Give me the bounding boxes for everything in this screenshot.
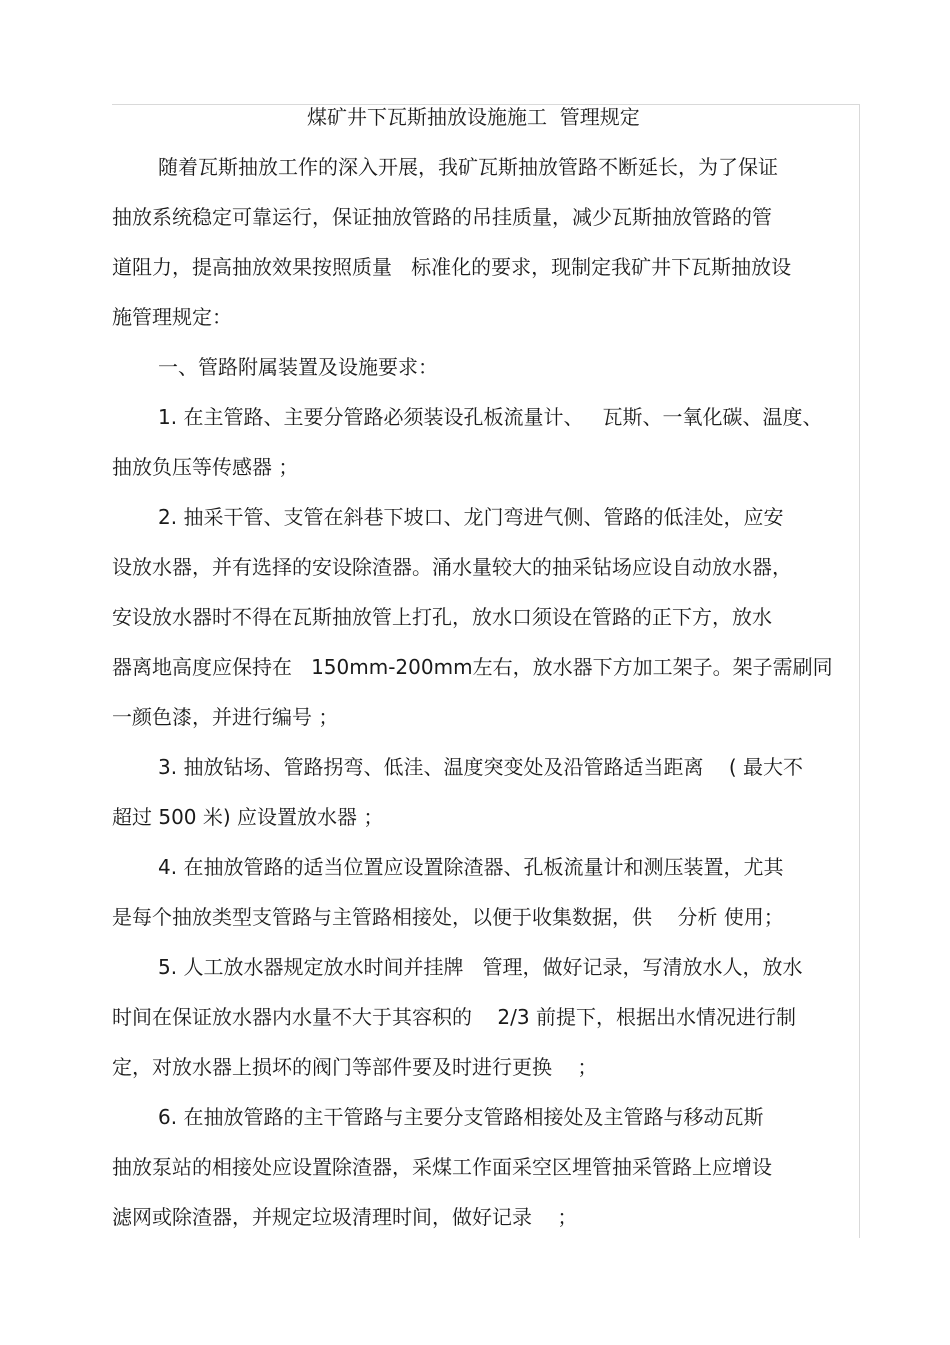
item-5-line-2: 时间在保证放水器内水量不大于其容积的 2/3 前提下，根据出水情况进行制	[112, 1005, 796, 1029]
item-2-line-4: 器离地高度应保持在 150mm-200mm左右，放水器下方加工架子。架子需刷同	[112, 655, 833, 679]
item-2-line-2: 设放水器，并有选择的安设除渣器。涌水量较大的抽采钻场应设自动放水器，	[112, 555, 792, 579]
item-2-line-3: 安设放水器时不得在瓦斯抽放管上打孔，放水口须设在管路的正下方，放水	[112, 605, 772, 629]
item-6-line-3: 滤网或除渣器，并规定垃圾清理时间，做好记录 ；	[112, 1205, 578, 1229]
item-5-line-3: 定，对放水器上损坏的阀门等部件要及时进行更换 ；	[112, 1055, 598, 1079]
paragraph-intro-line-4: 施管理规定：	[112, 305, 232, 329]
item-3-line-2: 超过 500 米) 应设置放水器 ；	[112, 805, 384, 829]
item-2-line-1: 2. 抽采干管、支管在斜巷下坡口、龙门弯进气侧、管路的低洼处，应安	[158, 505, 784, 529]
item-6-line-2: 抽放泵站的相接处应设置除渣器，采煤工作面采空区埋管抽采管路上应增设	[112, 1155, 772, 1179]
paragraph-intro-line-1: 随着瓦斯抽放工作的深入开展，我矿瓦斯抽放管路不断延长，为了保证	[158, 155, 778, 179]
page-frame-right-rule	[859, 104, 860, 1238]
item-5-line-1: 5. 人工放水器规定放水时间并挂牌 管理，做好记录，写清放水人，放水	[158, 955, 803, 979]
item-4-line-1: 4. 在抽放管路的适当位置应设置除渣器、孔板流量计和测压装置，尤其	[158, 855, 784, 879]
item-1-line-2: 抽放负压等传感器 ；	[112, 455, 299, 479]
item-4-line-2: 是每个抽放类型支管路与主管路相接处，以便于收集数据，供 分析 使用；	[112, 905, 784, 929]
paragraph-intro-line-2: 抽放系统稳定可靠运行，保证抽放管路的吊挂质量，减少瓦斯抽放管路的管	[112, 205, 772, 229]
item-3-line-1: 3. 抽放钻场、管路拐弯、低洼、温度突变处及沿管路适当距离 ( 最大不	[158, 755, 804, 779]
section-heading-1: 一、管路附属装置及设施要求：	[158, 355, 438, 379]
document-title: 煤矿井下瓦斯抽放设施施工 管理规定	[307, 105, 640, 129]
paragraph-intro-line-3: 道阻力，提高抽放效果按照质量 标准化的要求，现制定我矿井下瓦斯抽放设	[112, 255, 792, 279]
item-6-line-1: 6. 在抽放管路的主干管路与主要分支管路相接处及主管路与移动瓦斯	[158, 1105, 764, 1129]
item-1-line-1: 1. 在主管路、主要分管路必须装设孔板流量计、 瓦斯、一氧化碳、温度、	[158, 405, 823, 429]
item-2-line-5: 一颜色漆，并进行编号 ；	[112, 705, 339, 729]
